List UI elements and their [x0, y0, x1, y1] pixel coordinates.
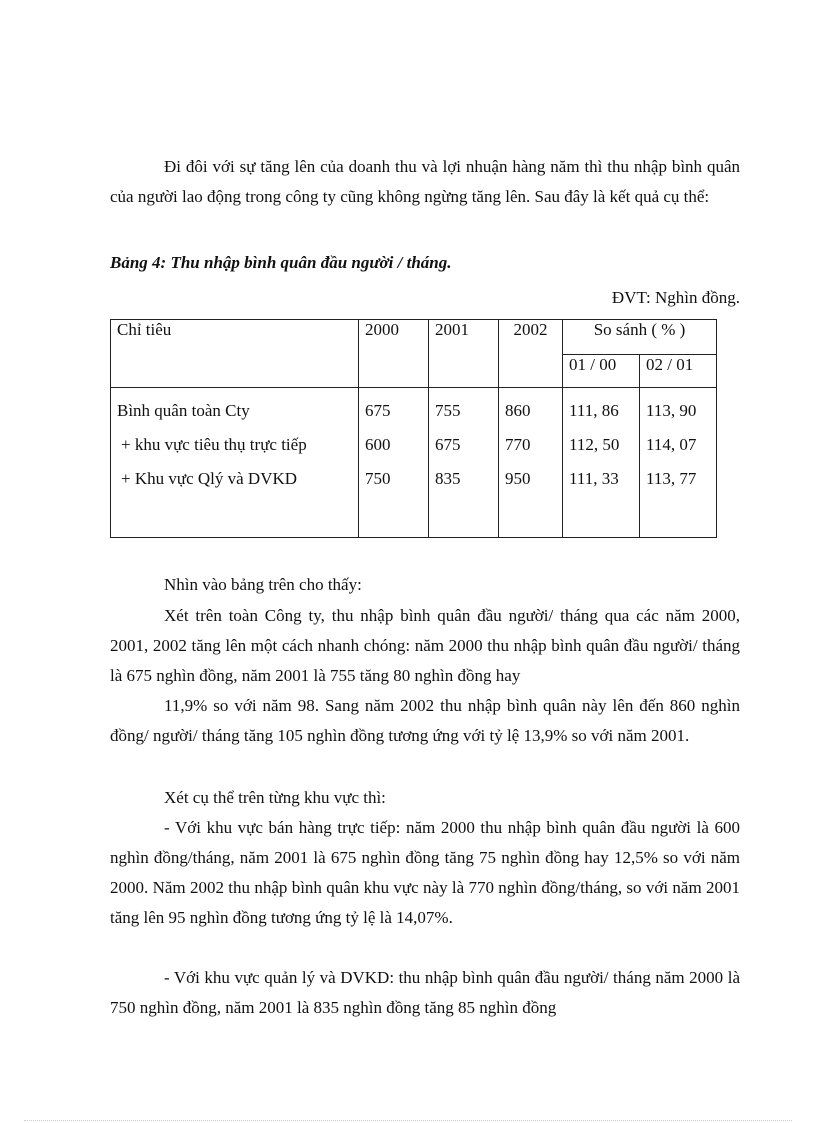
paragraph-company-wide-cont: 11,9% so với năm 98. Sang năm 2002 thu nhập bình quân này lên đến 860 nghìn đồng/ người/ tháng tăng 105 nghìn đồng tương ứng với tỷ lệ 13,9% so với năm 2001. [110, 696, 740, 745]
col-ratio-02-01-values [640, 388, 717, 538]
table-cell: 111, 86 [569, 401, 619, 420]
table-cell: 113, 90 [646, 401, 697, 420]
header-2001: 2001 [429, 320, 499, 388]
col-ratio-01-00-values [563, 388, 640, 538]
unit-label: ĐVT: Nghìn đồng. [611, 288, 740, 307]
header-2002: 2002 [499, 320, 563, 388]
table-cell: 950 [505, 469, 531, 488]
table-caption: Bảng 4: Thu nhập bình quân đầu người / tháng. [110, 253, 452, 272]
paragraph-direct-sales: - Với khu vực bán hàng trực tiếp: năm 2000 thu nhập bình quân đầu người là 600 nghìn đồng/tháng, năm 2001 là 675 nghìn đồng tăng 75 nghìn đồng hay 12,5% so với năm 2000. Năm 2002 thu nhập bình quân khu vực này là 770 nghìn đồng/tháng, so với năm 2001 tăng lên 95 nghìn đồng tương ứng tỷ lệ là 14,07%. [110, 818, 740, 927]
table-cell: 114, 07 [646, 435, 697, 454]
table-body-row [111, 388, 717, 538]
table-cell: 600 [365, 435, 391, 454]
paragraph-management: - Với khu vực quản lý và DVKD: thu nhập bình quân đầu người/ tháng năm 2000 là 750 nghìn đồng, năm 2001 là 835 nghìn đồng tăng 85 nghìn đồng [110, 968, 740, 1017]
row-label: + Khu vực Qlý và DVKD [121, 469, 298, 488]
header-ratio-01-00: 01 / 00 [563, 355, 640, 388]
header-indicator: Chỉ tiêu [111, 320, 359, 388]
header-2000: 2000 [359, 320, 429, 388]
paragraph-company-wide: Xét trên toàn Công ty, thu nhập bình quân đầu người/ tháng qua các năm 2000, 2001, 2002 tăng lên một cách nhanh chóng: năm 2000 thu nhập bình quân đầu người/ tháng là 675 nghìn đồng, năm 2001 là 755 tăng 80 nghìn đồng hay [110, 606, 740, 685]
table-cell: 112, 50 [569, 435, 620, 454]
table-cell: 111, 33 [569, 469, 619, 488]
page-bottom-border [24, 1120, 792, 1121]
paragraph-observation: Nhìn vào bảng trên cho thấy: [164, 575, 362, 594]
table-cell: 860 [505, 401, 531, 420]
header-compare: So sánh ( % ) [563, 320, 717, 355]
table-cell: 113, 77 [646, 469, 697, 488]
row-label: + khu vực tiêu thụ trực tiếp [121, 435, 307, 454]
header-ratio-02-01: 02 / 01 [640, 355, 717, 388]
paragraph-by-area: Xét cụ thể trên từng khu vực thì: [164, 788, 386, 807]
table-cell: 675 [365, 401, 391, 420]
col-2002-values [499, 388, 563, 538]
row-labels [111, 388, 359, 538]
table-cell: 675 [435, 435, 461, 454]
col-2001-values [429, 388, 499, 538]
table-cell: 770 [505, 435, 531, 454]
table-cell: 835 [435, 469, 461, 488]
table-cell: 750 [365, 469, 391, 488]
table-cell: 755 [435, 401, 461, 420]
row-label: Bình quân toàn Cty [117, 401, 250, 420]
col-2000-values [359, 388, 429, 538]
income-table [110, 319, 717, 538]
intro-paragraph: Đi đôi với sự tăng lên của doanh thu và lợi nhuận hàng năm thì thu nhập bình quân của người lao động trong công ty cũng không ngừng tăng lên. Sau đây là kết quả cụ thể: [110, 157, 740, 206]
table-header-row [111, 320, 717, 355]
